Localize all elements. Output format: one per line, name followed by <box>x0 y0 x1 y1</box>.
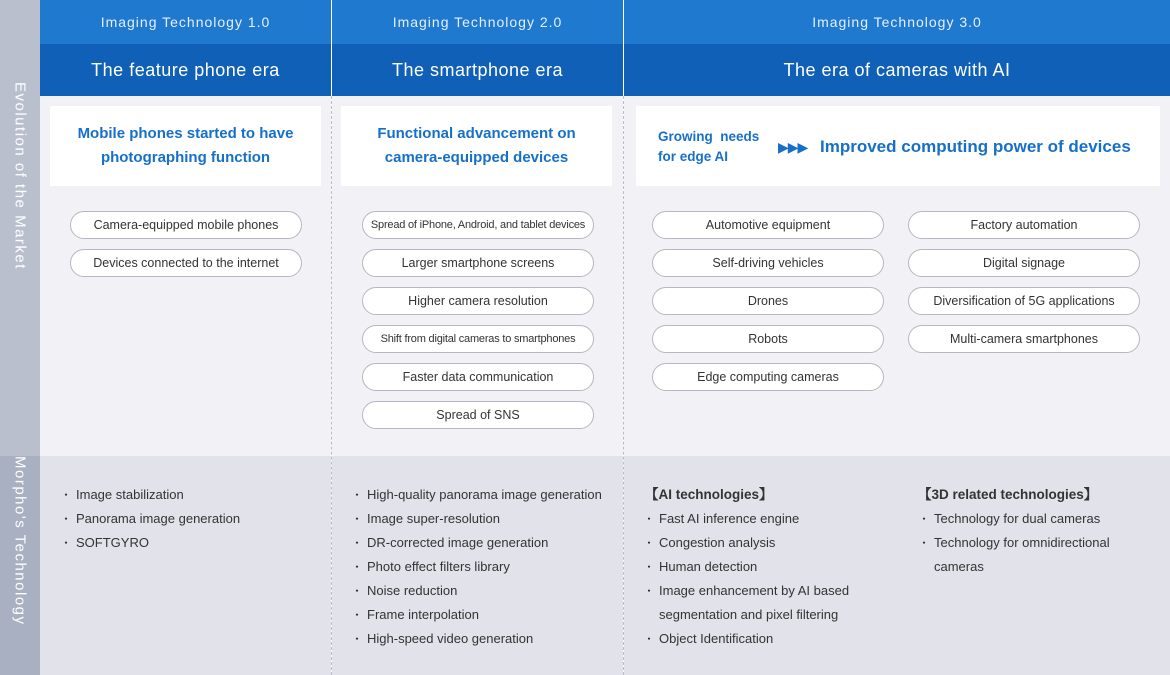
tech-list-1 <box>64 483 319 555</box>
ai-technologies-title: 【AI technologies】 <box>645 487 773 502</box>
tech-item: ・ High-speed video generation <box>355 627 617 651</box>
market-item: Drones <box>652 287 884 315</box>
tech-item: ・ Noise reduction <box>355 579 617 603</box>
headline-1-line1: Mobile phones started to have <box>77 125 294 142</box>
market-item: Factory automation <box>908 211 1140 239</box>
3d-technologies-title: 【3D related technologies】 <box>918 487 1098 502</box>
market-item: Devices connected to the internet <box>70 249 302 277</box>
headline-2-line2: camera-equipped devices <box>384 149 569 166</box>
3d-tech-list <box>922 507 1144 579</box>
market-item: Diversification of 5G applications <box>908 287 1140 315</box>
market-item: Faster data communication <box>362 363 594 391</box>
edge-ai-line2: for edge AI <box>658 149 729 164</box>
market-item: Larger smartphone screens <box>362 249 594 277</box>
market-item: Spread of iPhone, Android, and tablet devices <box>362 211 594 239</box>
market-item: Robots <box>652 325 884 353</box>
market-item: Spread of SNS <box>362 401 594 429</box>
tech-item: ・ Image super-resolution <box>355 507 617 531</box>
era-title-2: The smartphone era <box>332 44 623 96</box>
market-item: Self-driving vehicles <box>652 249 884 277</box>
market-side-band <box>0 0 40 456</box>
tech-item: ・ Frame interpolation <box>355 603 617 627</box>
technology-side-band <box>0 456 40 675</box>
headline-box-3 <box>636 106 1160 186</box>
tech-item: ・ Image stabilization <box>64 483 319 507</box>
header-divider <box>623 0 624 96</box>
tech-item: ・ Fast AI inference engine <box>647 507 869 531</box>
column-divider <box>331 96 332 675</box>
triple-arrow-icon: ▶▶▶ <box>778 139 808 155</box>
tech-item: ・ High-quality panorama image generation <box>355 483 617 507</box>
tech-label-1: Imaging Technology 1.0 <box>40 0 331 44</box>
headline-2-line1: Functional advancement on <box>377 125 576 142</box>
market-item: Shift from digital cameras to smartphones <box>362 325 594 353</box>
tech-item: ・ Congestion analysis <box>647 531 869 555</box>
tech-item: ・ DR-corrected image generation <box>355 531 617 555</box>
market-item: Multi-camera smartphones <box>908 325 1140 353</box>
ai-tech-list <box>647 507 869 651</box>
edge-ai-needs <box>658 127 759 167</box>
headline-1-line2: photographing function <box>100 149 271 166</box>
era-title-3: The era of cameras with AI <box>624 44 1170 96</box>
tech-label-2: Imaging Technology 2.0 <box>332 0 623 44</box>
era-title-1: The feature phone era <box>40 44 331 96</box>
tech-list-2 <box>355 483 617 651</box>
tech-item: ・ Technology for dual cameras <box>922 507 1144 531</box>
tech-label-3: Imaging Technology 3.0 <box>624 0 1170 44</box>
market-item: Edge computing cameras <box>652 363 884 391</box>
tech-item: ・ SOFTGYRO <box>64 531 319 555</box>
column-divider <box>623 96 624 675</box>
tech-item: ・ Technology for omnidirectional cameras <box>922 531 1144 579</box>
tech-item: ・ Image enhancement by AI based segmentation and pixel filtering <box>647 579 869 627</box>
tech-item: ・ Object Identification <box>647 627 869 651</box>
market-item: Camera-equipped mobile phones <box>70 211 302 239</box>
edge-ai-line1: Growing needs <box>658 129 760 144</box>
computing-power-text: Improved computing power of devices <box>820 137 1131 156</box>
market-item: Automotive equipment <box>652 211 884 239</box>
tech-item: ・ Photo effect filters library <box>355 555 617 579</box>
headline-box-2 <box>341 106 612 186</box>
headline-box-1 <box>50 106 321 186</box>
tech-item: ・ Panorama image generation <box>64 507 319 531</box>
market-side-label: Evolution of the Market <box>11 82 29 270</box>
market-item: Higher camera resolution <box>362 287 594 315</box>
header-divider <box>331 0 332 96</box>
technology-side-label: Morpho's Technology <box>11 455 29 626</box>
market-item: Digital signage <box>908 249 1140 277</box>
tech-item: ・ Human detection <box>647 555 869 579</box>
